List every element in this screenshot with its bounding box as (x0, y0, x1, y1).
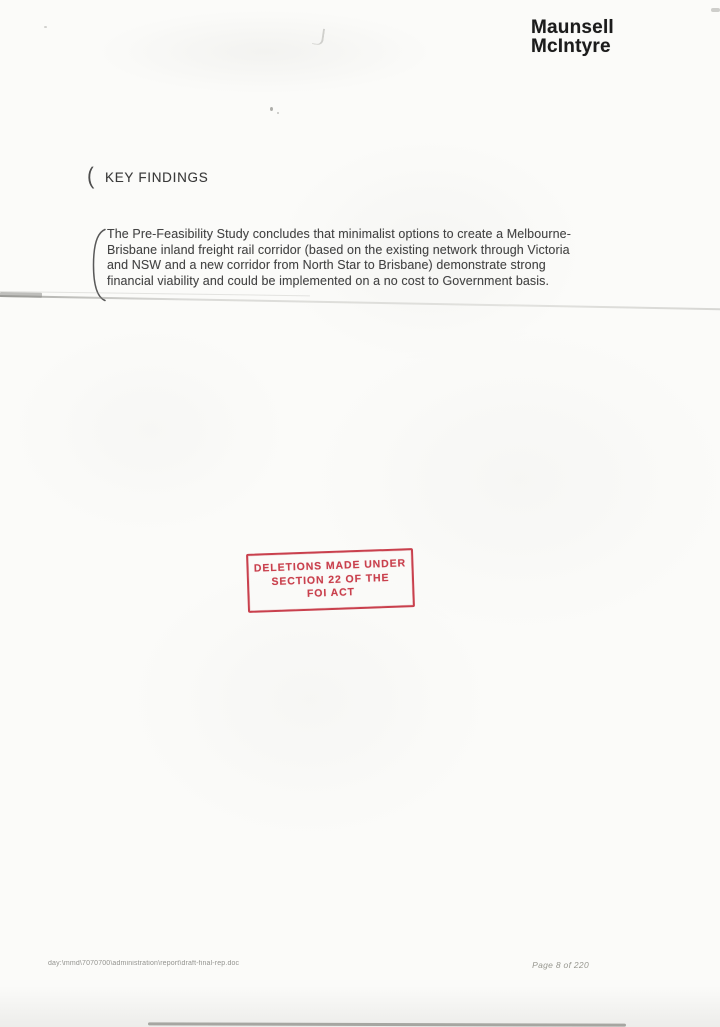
logo-line-1: Maunsell (531, 17, 614, 38)
paragraph-line: and NSW and a new corridor from North Star to Brisbane) demonstrate strong (107, 258, 546, 273)
footer-page-number: Page 8 of 220 (532, 960, 589, 970)
scan-speck (44, 26, 47, 28)
scan-artifact-line (0, 295, 720, 310)
stamp-line: DELETIONS MADE UNDER (253, 557, 407, 575)
paragraph-line: The Pre-Feasibility Study concludes that minimalist options to create a Melbourne- (107, 227, 571, 241)
scan-artifact-bottom-edge (148, 1022, 626, 1026)
key-findings-paragraph (107, 227, 602, 289)
section-heading-row (87, 165, 208, 189)
scan-artifact-line-edge (0, 292, 42, 298)
page-footer (48, 960, 589, 970)
stamp-line: FOI ACT (306, 586, 356, 600)
paragraph-bracket-mark (90, 228, 106, 302)
foi-deletion-stamp (246, 548, 415, 613)
key-findings-block (90, 227, 602, 289)
footer-file-path: day:\mmd\7070700\administration\report\draft-final-rep.doc (48, 960, 240, 967)
handwritten-bracket-mark: ( (86, 163, 95, 190)
scan-corner-mark (711, 8, 720, 12)
company-logo (531, 19, 614, 56)
scan-smudge (312, 27, 325, 45)
stamp-line: SECTION 22 OF THE (271, 571, 390, 588)
section-heading: KEY FINDINGS (105, 169, 209, 185)
logo-line-2: McIntyre (531, 35, 611, 57)
paragraph-line: financial viability and could be implemented on a no cost to Government basis. (107, 273, 550, 288)
paragraph-line: Brisbane inland freight rail corridor (based on the existing network through Victoria (107, 242, 570, 257)
scan-speck (270, 107, 273, 111)
scan-speck (277, 112, 279, 114)
